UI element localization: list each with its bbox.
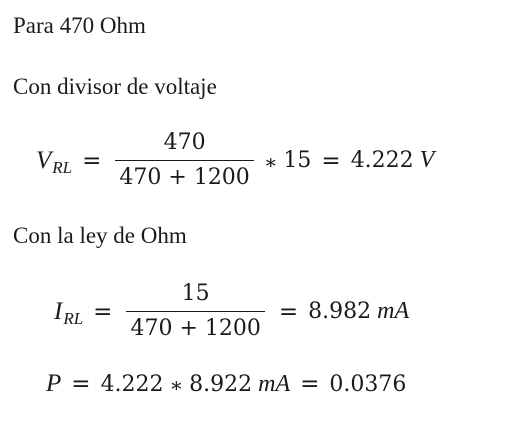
- equals-sign: =: [300, 371, 320, 397]
- power-voltage-value: 4.222: [100, 371, 164, 397]
- multiply-sign: ∗: [263, 149, 278, 174]
- current-fraction: [126, 279, 264, 344]
- power-current-value: 8.922: [189, 371, 253, 397]
- voltage-equation: [36, 128, 434, 193]
- heading-voltage-divider: Con divisor de voltaje: [13, 74, 217, 99]
- fraction-bar: [126, 311, 264, 312]
- voltage-result: 4.222: [350, 148, 414, 173]
- equals-sign: =: [321, 147, 341, 174]
- multiply-sign: ∗: [169, 373, 184, 397]
- current-unit: mA: [377, 298, 410, 324]
- fraction-denominator: 470 + 1200: [130, 316, 261, 341]
- power-result: 0.0376: [329, 371, 407, 397]
- fraction-numerator: 15: [181, 281, 210, 306]
- power-equation: [46, 370, 406, 398]
- current-variable: I: [54, 297, 63, 325]
- voltage-unit: V: [419, 147, 435, 173]
- power-variable: P: [46, 370, 62, 397]
- equals-sign: =: [93, 298, 113, 325]
- current-equation: [54, 279, 409, 344]
- heading-ohm-law: Con la ley de Ohm: [13, 223, 187, 248]
- heading-resistor: Para 470 Ohm: [13, 13, 146, 38]
- fraction-denominator: 470 + 1200: [119, 165, 250, 190]
- voltage-variable: V: [36, 146, 52, 174]
- voltage-subscript: RL: [52, 157, 73, 177]
- voltage-factor: 15: [283, 148, 312, 173]
- fraction-bar: [115, 160, 253, 161]
- fraction-numerator: 470: [163, 130, 206, 155]
- power-current-unit: mA: [258, 370, 291, 397]
- equals-sign: =: [82, 147, 102, 174]
- equals-sign: =: [71, 371, 91, 397]
- current-subscript: RL: [63, 308, 84, 328]
- voltage-fraction: [115, 128, 253, 193]
- equals-sign: =: [278, 298, 299, 325]
- current-result: 8.982: [308, 299, 372, 324]
